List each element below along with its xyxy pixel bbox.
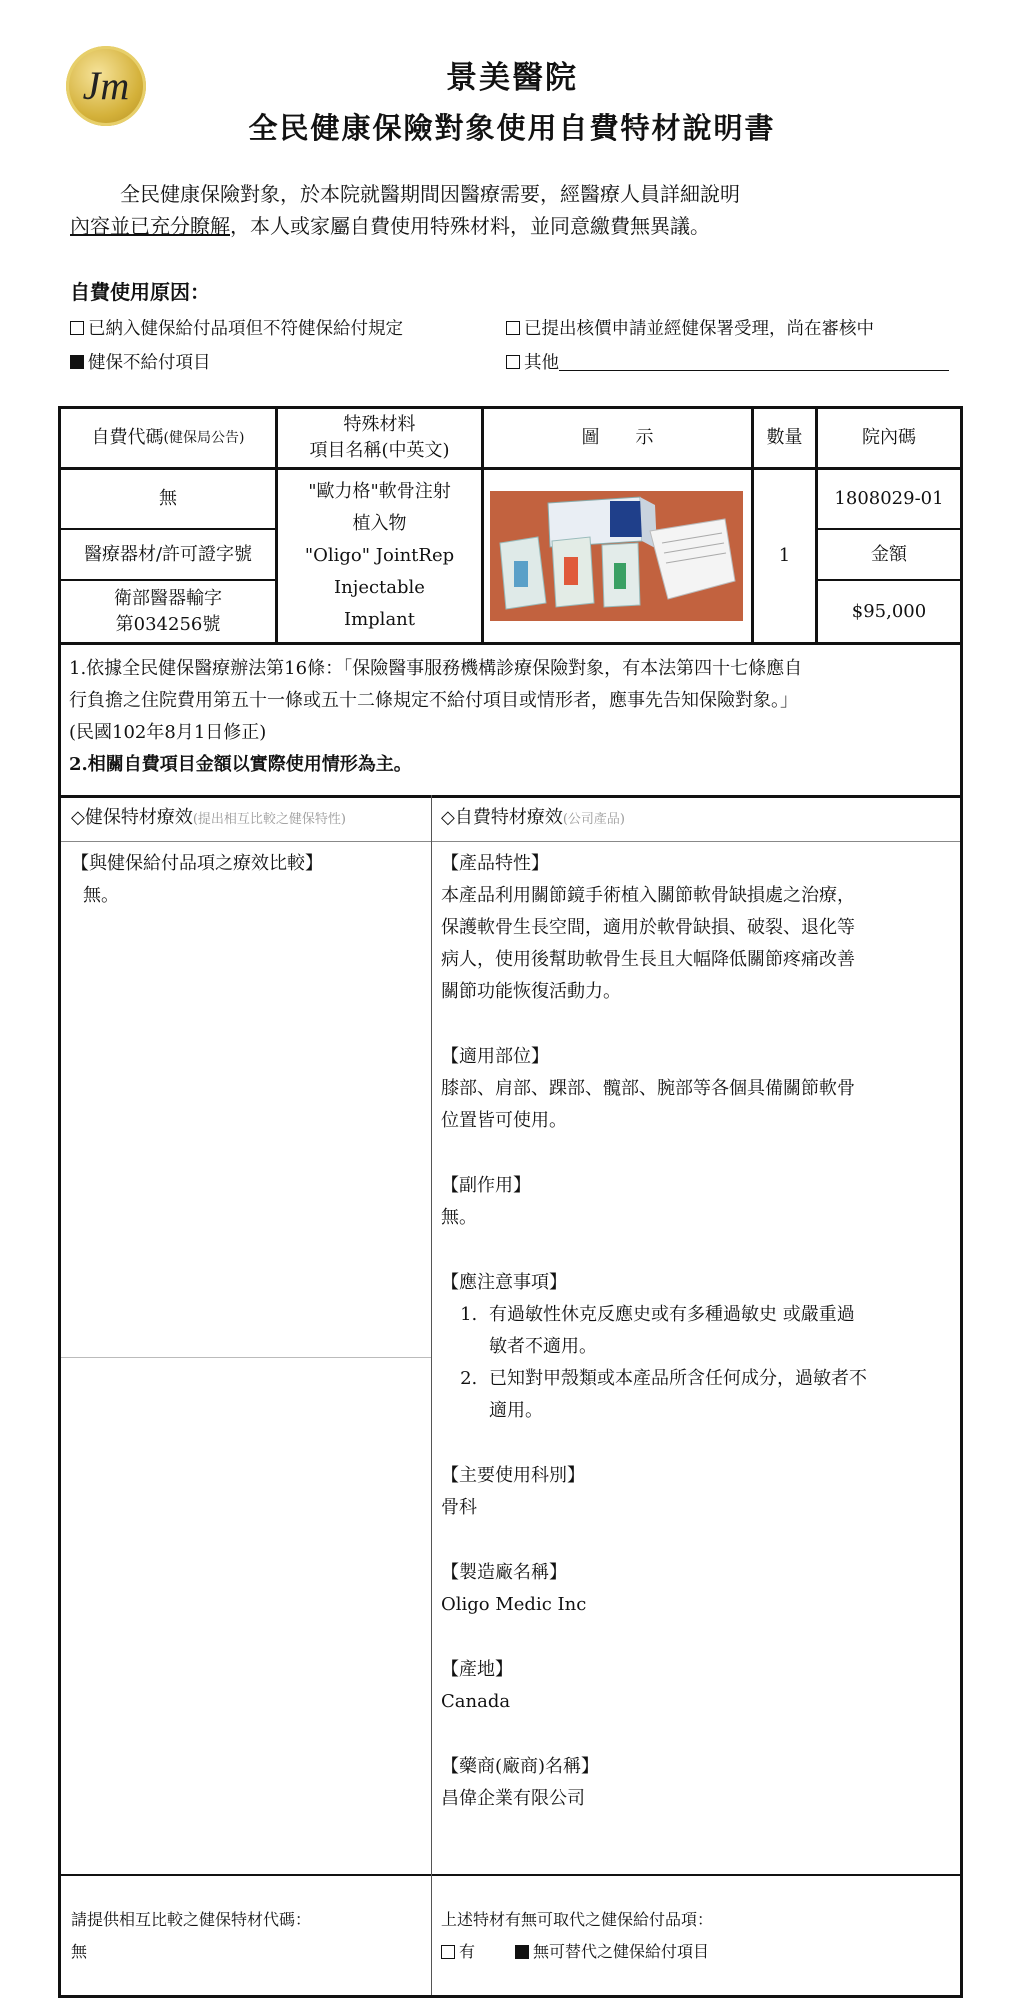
reason-option-1[interactable]: 已納入健保給付品項但不符健保給付規定 [70, 315, 403, 340]
vendor-heading: 【藥商(廠商)名稱】 [441, 1756, 600, 1777]
notes-block [69, 653, 957, 781]
header-material-name: 特殊材料 項目名稱(中英文) [309, 414, 450, 461]
left-compare-title: 【與健保給付品項之療效比較】 [71, 853, 323, 874]
header-inhouse-code: 院內碼 [862, 427, 916, 448]
site-heading: 【適用部位】 [441, 1046, 549, 1067]
cell-amount-label: 金額 [871, 543, 907, 565]
cell-material-name: "歐力格"軟骨注射 植入物 "Oligo" JointRep Injectable Implant [304, 481, 455, 630]
side-effect-heading: 【副作用】 [441, 1175, 531, 1196]
note-1-line-2: 行負擔之住院費用第五十一條或五十二條規定不給付項目或情形者，應事先告知保險對象。」 [69, 690, 798, 711]
left-compare-value: 無。 [83, 885, 119, 906]
header-code: 自費代碼 (健保局公告) [91, 427, 245, 448]
cell-inhouse-code: 1808029-01 [834, 488, 944, 509]
reason-option-3[interactable]: 健保不給付項目 [70, 349, 211, 374]
cell-qty: 1 [778, 545, 791, 566]
dept-value: 骨科 [441, 1497, 477, 1518]
cell-license-label: 醫療器材/許可證字號 [83, 543, 253, 565]
checkbox-checked-icon[interactable] [515, 1945, 529, 1959]
header-image: 圖 示 [581, 427, 654, 448]
compare-right-header: ◇自費特材療效(公司產品) [441, 807, 625, 828]
footer-right [441, 1904, 951, 1968]
footer-left [71, 1904, 427, 1968]
reason-option-4[interactable]: 其他 [506, 349, 949, 374]
header-qty: 數量 [766, 427, 803, 448]
cell-amount: $95,000 [851, 600, 927, 622]
intro-underlined: 內容並已充分瞭解 [70, 214, 230, 238]
checkbox-icon[interactable] [506, 355, 520, 369]
compare-left-body [71, 848, 427, 912]
cell-code: 無 [159, 488, 177, 509]
material-table [58, 406, 963, 1998]
reason-option-2[interactable]: 已提出核價申請並經健保署受理，尚在審核中 [506, 315, 874, 340]
logo-monogram-text: Jm [82, 63, 130, 108]
cell-license-number: 衛部醫器輸字 第034256號 [114, 587, 222, 635]
form-title: 全民健康保險對象使用自費特材說明書 [248, 111, 776, 145]
option-yes[interactable]: 有 [459, 1942, 476, 1961]
caution-list [441, 1299, 951, 1427]
reason-heading: 自費使用原因： [70, 280, 210, 304]
intro-line-2: ，本人或家屬自費使用特殊材料，並同意繳費無異議。 [230, 214, 710, 238]
note-1-line-3: (民國102年8月1日修正) [69, 722, 267, 743]
feature-heading: 【產品特性】 [441, 853, 549, 874]
dept-heading: 【主要使用科別】 [441, 1465, 585, 1486]
checkbox-icon[interactable] [441, 1945, 455, 1959]
checkbox-icon[interactable] [70, 321, 84, 335]
side-effect-value: 無。 [441, 1207, 477, 1228]
footer-left-value: 無 [71, 1942, 88, 1961]
footer-right-label: 上述特材有無可取代之健保給付品項： [441, 1910, 714, 1929]
compare-right-body: 【產品特性】 本產品利用關節鏡手術植入關節軟骨缺損處之治療， 保護軟骨生長空間，適用於軟骨缺損、破裂、退化等 病人，使用後幫助軟骨生長且大幅降低關節疼痛改善 關節功能恢復活動力。 【適用部位】 膝部、肩部、踝部、髖部、腕部等各個具備關節軟骨 位置皆可使用。 【副作用】 無。 【應注意事項】 1. 有過敏性休克反應史或有多種過敏史 或嚴重過 敏者不適用。 2. 已知對甲殼類或本產品所含任何成分，過敏者不 適用。 【主要使用科別】 骨科 【製造廠名稱】 Oligo Medic Inc 【產地】 Canada 【藥商(廠商)名稱】 昌偉企業有限公司 [441, 848, 951, 1815]
origin-heading: 【產地】 [441, 1659, 513, 1680]
checkbox-checked-icon[interactable] [70, 355, 84, 369]
product-photo-icon [490, 491, 743, 621]
vendor-value: 昌偉企業有限公司 [441, 1788, 585, 1809]
caution-heading: 【應注意事項】 [441, 1272, 567, 1293]
note-1-line-1: 1.依據全民健保醫療辦法第16條：「保險醫事服務機構診療保險對象，有本法第四十七條應自 [69, 658, 803, 679]
hospital-name: 景美醫院 [446, 60, 578, 96]
caution-item-1: 1. 有過敏性休克反應史或有多種過敏史 或嚴重過 敏者不適用。 [483, 1299, 951, 1363]
compare-left-header: ◇健保特材療效(提出相互比較之健保特性) [71, 807, 346, 828]
note-2: 2.相關自費項目金額以實際使用情形為主。 [69, 754, 412, 775]
option-no-substitute[interactable]: 無可替代之健保給付項目 [533, 1942, 710, 1961]
product-package-photo [490, 491, 743, 621]
caution-item-2: 2. 已知對甲殼類或本產品所含任何成分，過敏者不 適用。 [483, 1363, 951, 1427]
maker-value: Oligo Medic Inc [441, 1594, 587, 1615]
maker-heading: 【製造廠名稱】 [441, 1562, 567, 1583]
origin-value: Canada [441, 1691, 511, 1712]
other-blank-line[interactable] [559, 352, 949, 371]
intro-line-1: 全民健康保險對象，於本院就醫期間因醫療需要，經醫療人員詳細說明 [120, 182, 740, 206]
intro-paragraph [70, 178, 960, 242]
footer-left-label: 請提供相互比較之健保特材代碼： [71, 1910, 312, 1929]
checkbox-icon[interactable] [506, 321, 520, 335]
